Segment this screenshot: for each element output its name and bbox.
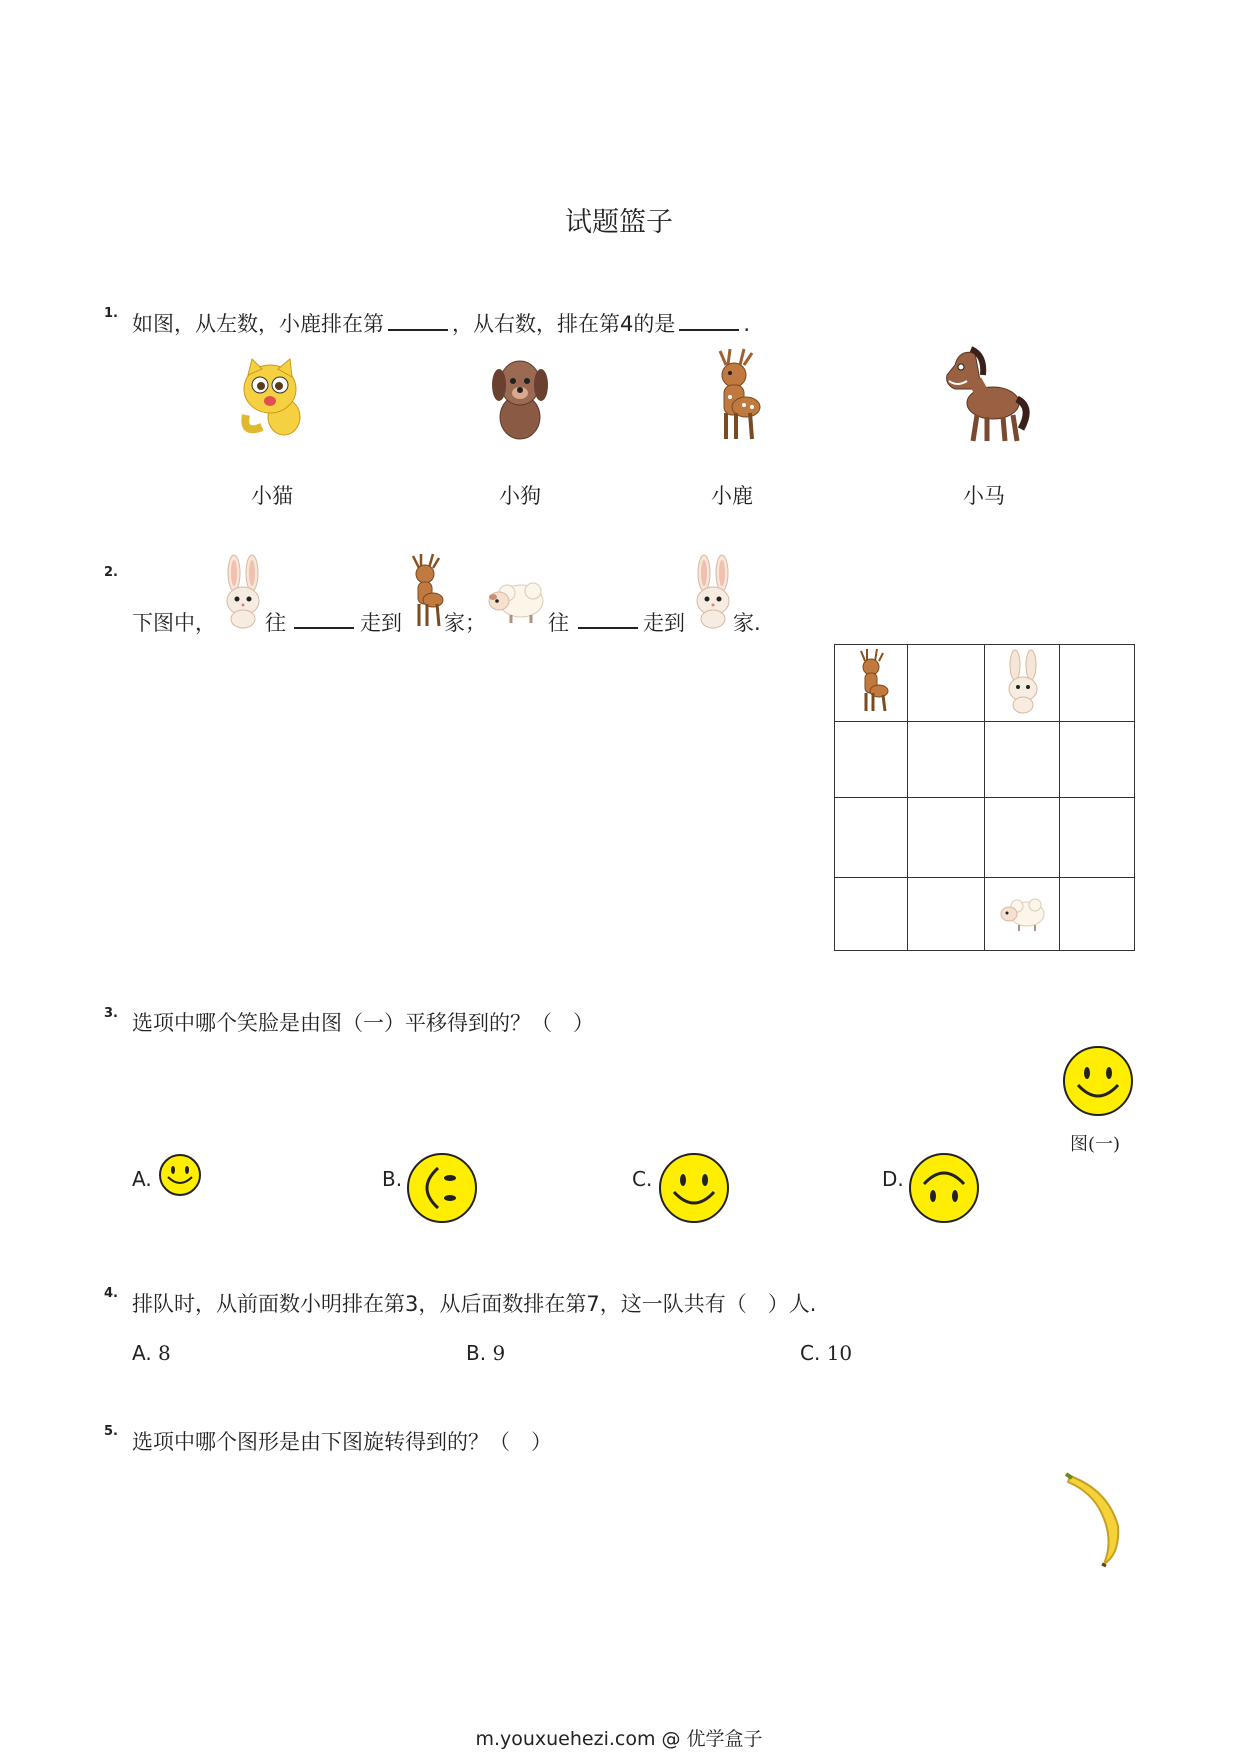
sheep-icon: [485, 575, 547, 625]
q4-option-c[interactable]: [800, 1341, 852, 1365]
question-4-text: 排队时，从前面数小明排在第3，从后面数排在第7，这一队共有（ ）人.: [132, 1292, 817, 1316]
grid-cell: [908, 878, 985, 951]
q4-option-a-letter: A.: [132, 1341, 152, 1365]
grid-cell-sheep: [985, 878, 1060, 951]
grid-cell: [985, 798, 1060, 878]
q2-text-home-1: 家；: [444, 611, 486, 635]
grid-cell-rabbit: [985, 645, 1060, 722]
deer-icon: [835, 645, 907, 717]
q1-text-b: ，从右数，排在第4的是: [452, 312, 676, 336]
animal-label-dog: 小狗: [499, 484, 541, 508]
page-title: 试题篮子: [565, 207, 673, 238]
grid-cell: [908, 645, 985, 722]
footer-watermark: m.youxuehezi.com @ 优学盒子: [475, 1728, 763, 1750]
question-5-number: 5.: [104, 1424, 118, 1439]
answer-blank-1[interactable]: [388, 311, 448, 331]
grid-cell: [908, 798, 985, 878]
q2-text-walk-2: 走到: [643, 611, 685, 635]
animal-label-deer: 小鹿: [711, 484, 753, 508]
rabbit-icon: [218, 555, 268, 630]
question-3-number: 3.: [104, 1006, 118, 1021]
rabbit-icon: [985, 645, 1059, 717]
question-5-text: 选项中哪个图形是由下图旋转得到的？（ ）: [132, 1430, 552, 1454]
deer-icon: [700, 345, 770, 445]
grid-cell: [985, 722, 1060, 798]
option-d-letter: D.: [882, 1167, 904, 1191]
q1-text-a: 如图，从左数，小鹿排在第: [132, 312, 384, 336]
grid-cell: [835, 798, 908, 878]
position-grid: [834, 644, 1135, 951]
deer-icon: [405, 552, 447, 630]
question-2-text-start: 下图中，: [132, 611, 216, 635]
q4-option-a[interactable]: [132, 1341, 171, 1365]
rabbit-icon: [688, 555, 738, 630]
question-1-number: 1.: [104, 306, 118, 321]
smiley-option-b-icon[interactable]: [406, 1152, 478, 1224]
answer-blank-2[interactable]: [679, 311, 739, 331]
q2-text-go-1: 往: [265, 611, 286, 635]
q2-text-walk-1: 走到: [360, 611, 402, 635]
grid-cell: [1060, 798, 1135, 878]
answer-blank-3[interactable]: [294, 609, 354, 629]
option-a-letter: A.: [132, 1167, 152, 1191]
animal-label-horse: 小马: [963, 484, 1005, 508]
grid-cell-deer: [835, 645, 908, 722]
question-3-text: 选项中哪个笑脸是由图（一）平移得到的？（ ）: [132, 1011, 594, 1035]
answer-blank-4[interactable]: [578, 609, 638, 629]
smiley-option-a-icon[interactable]: [158, 1153, 202, 1197]
smiley-figure-icon: [1062, 1045, 1134, 1117]
animal-label-cat: 小猫: [251, 484, 293, 508]
grid-cell: [1060, 878, 1135, 951]
horse-icon: [935, 345, 1030, 445]
option-b-letter: B.: [382, 1167, 403, 1191]
option-c-letter: C.: [632, 1167, 653, 1191]
question-2-number: 2.: [104, 565, 118, 580]
figure-one-label: 图(一): [1070, 1134, 1121, 1155]
smiley-option-d-icon[interactable]: [908, 1152, 980, 1224]
sheep-icon: [985, 878, 1059, 946]
smiley-option-c-icon[interactable]: [658, 1152, 730, 1224]
q4-option-a-value: 8: [158, 1341, 171, 1365]
q1-text-c: .: [743, 312, 751, 336]
cat-icon: [232, 355, 312, 440]
q4-option-b-value: 9: [492, 1341, 506, 1365]
grid-cell: [1060, 645, 1135, 722]
question-1-text: [132, 308, 750, 338]
grid-cell: [835, 878, 908, 951]
grid-cell: [908, 722, 985, 798]
q2-text-go-2: 往: [548, 611, 569, 635]
grid-cell: [835, 722, 908, 798]
q4-option-b-letter: B.: [466, 1341, 487, 1365]
q4-option-c-letter: C.: [800, 1341, 821, 1365]
banana-icon: [1062, 1470, 1122, 1570]
dog-icon: [485, 355, 555, 440]
grid-cell: [1060, 722, 1135, 798]
q2-text-home-2: 家.: [733, 611, 761, 635]
q4-option-b[interactable]: [466, 1341, 505, 1365]
q4-option-c-value: 10: [826, 1341, 853, 1365]
question-4-number: 4.: [104, 1286, 118, 1301]
